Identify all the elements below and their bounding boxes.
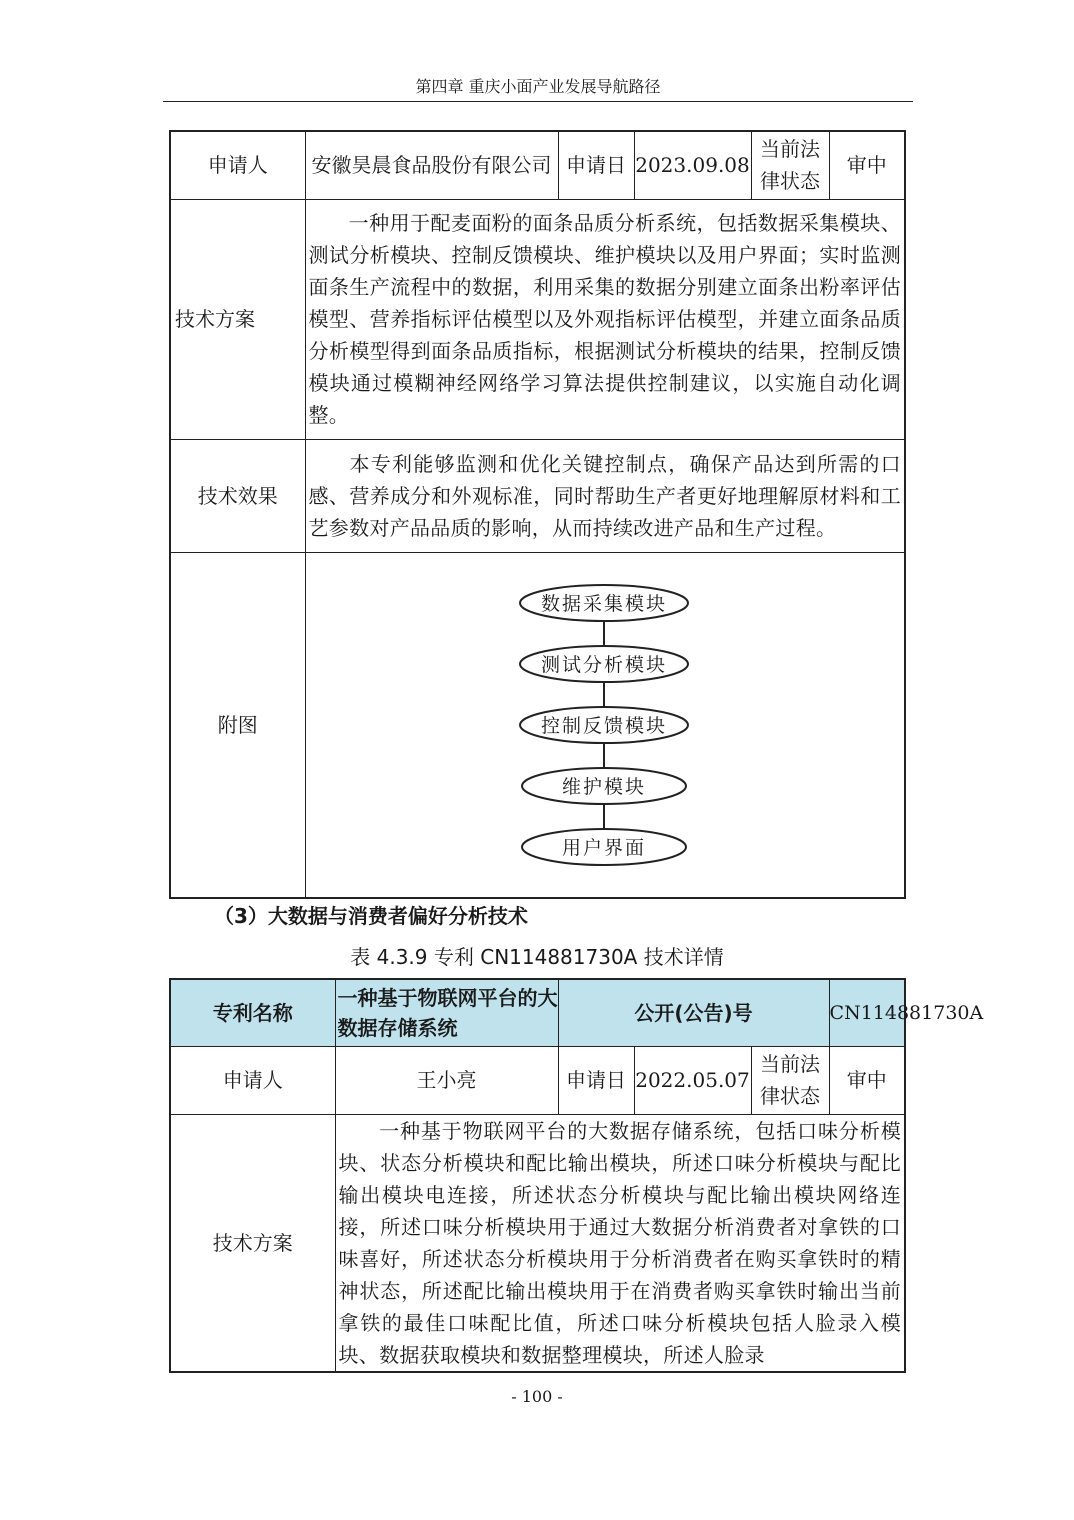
publication-number-label: 公开(公告)号	[558, 979, 829, 1046]
table-caption: 表 4.3.9 专利 CN114881730A 技术详情	[350, 945, 724, 969]
filing-date-value: 2023.09.08	[634, 131, 751, 199]
applicant-value: 安徽昊晨食品股份有限公司	[305, 131, 558, 199]
tech-solution-text: 一种用于配麦面粉的面条品质分析系统，包括数据采集模块、测试分析模块、控制反馈模块、维护模块以及用户界面；实时监测面条生产流程中的数据，利用采集的数据分别建立面条出粉率评估模型、营养指标评估模型以及外观指标评估模型，并建立面条品质分析模型得到面条品质指标，根据测试分析模块的结果，控制反馈模块通过模糊神经网络学习算法提供控制建议，以实施自动化调整。	[305, 199, 905, 439]
legal-status-label: 当前法律状态	[751, 131, 829, 199]
running-header: 第四章 重庆小面产业发展导航路径	[163, 74, 913, 102]
tech-effect-text: 本专利能够监测和优化关键控制点，确保产品达到所需的口感、营养成分和外观标准，同时帮助生产者更好地理解原材料和工艺参数对产品品质的影响，从而持续改进产品和生产过程。	[305, 439, 905, 552]
tech-solution-label: 技术方案	[170, 1114, 335, 1372]
applicant-value: 王小亮	[335, 1046, 558, 1114]
patent-table-1	[169, 130, 906, 899]
legal-status-value: 审中	[829, 131, 905, 199]
publication-number-value: CN114881730A	[829, 979, 905, 1046]
tech-solution-text: 一种基于物联网平台的大数据存储系统，包括口味分析模块、状态分析模块和配比输出模块，所述口味分析模块与配比输出模块电连接，所述状态分析模块与配比输出模块网络连接，所述口味分析模块用于通过大数据分析消费者对拿铁的口味喜好，所述状态分析模块用于分析消费者在购买拿铁时的精神状态，所述配比输出模块用于在消费者购买拿铁时输出当前拿铁的最佳口味配比值，所述口味分析模块包括人脸录入模块、数据获取模块和数据整理模块，所述人脸录	[335, 1114, 905, 1372]
patent-name-value: 一种基于物联网平台的大数据存储系统	[335, 979, 558, 1046]
tech-solution-label: 技术方案	[170, 199, 305, 439]
flow-node-label: 用户界面	[561, 836, 646, 859]
flow-node-label: 测试分析模块	[540, 653, 667, 676]
figure-cell	[305, 552, 905, 898]
tech-effect-label: 技术效果	[170, 439, 305, 552]
flow-node-label: 维护模块	[561, 775, 646, 798]
filing-date-value: 2022.05.07	[634, 1046, 751, 1114]
section-heading: （3）大数据与消费者偏好分析技术	[214, 904, 528, 928]
applicant-label: 申请人	[170, 131, 305, 199]
applicant-label: 申请人	[170, 1046, 335, 1114]
legal-status-label: 当前法律状态	[751, 1046, 829, 1114]
flow-node-label: 数据采集模块	[540, 592, 667, 615]
patent-name-label: 专利名称	[170, 979, 335, 1046]
module-flow-diagram	[306, 553, 906, 888]
filing-date-label: 申请日	[558, 1046, 634, 1114]
figure-label: 附图	[170, 552, 305, 898]
patent-table-2	[169, 978, 984, 1373]
filing-date-label: 申请日	[558, 131, 634, 199]
legal-status-value: 审中	[829, 1046, 905, 1114]
page-number: - 100 -	[511, 1387, 563, 1406]
flow-node-label: 控制反馈模块	[540, 714, 667, 737]
